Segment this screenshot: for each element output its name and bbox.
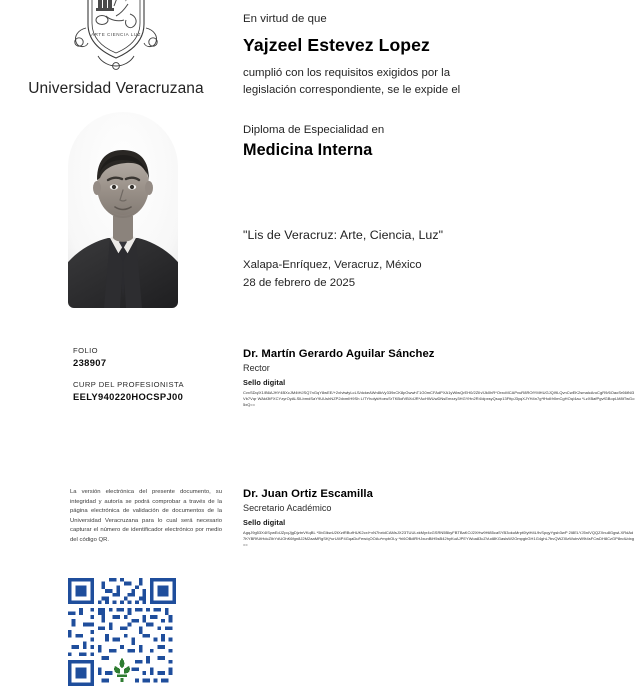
qr-code-icon[interactable]: [68, 578, 176, 686]
folio-value: 238907: [73, 357, 107, 368]
university-name: Universidad Veracruzana: [28, 80, 204, 97]
portrait-photo-image: [68, 112, 178, 308]
folio-label: FOLIO: [73, 346, 99, 355]
identifiers-block: [73, 346, 228, 402]
curp-label: CURP DEL PROFESIONISTA: [73, 380, 185, 389]
recipient-name: Yajzeel Estevez Lopez: [243, 35, 430, 55]
issue-place: Xalapa-Enríquez, Veracruz, México: [243, 259, 422, 271]
university-crest: [0, 0, 232, 74]
requirements-clause: cumplió con los requisitos exigidos por la legislación correspondiente, se le expide el: [243, 67, 461, 97]
signatory-name: Dr. Martín Gerardo Aguilar Sánchez: [243, 348, 435, 360]
signature-block-secretary: [243, 488, 640, 548]
digital-seal-hash: AgqJ9g53X4ISywEdJZpqJjgDjztnVKqBL *5bGlkwU2tXztRBufHUK2cxI+xN7hxtdCAMsJX23TUULxkMyr4cGSRN5BkyFBTBaKOJ2XHw9Hi85caSYB3okuMrpt0IytH4L9vSpqyYgsb3wP 2I8ELYJ5nIVQQZXnu8GgwLXRdAd7KYBRfUtHdcZIbYdUOhK6fgn8J2M2aaMRgSKj*urUl4P4GqaDuFew/qOOAu*mpbOLy *hi6OBdlRHJxunBiH5sB42hyKuAJPEYWoa83cZVud8KGaslsW2OmpgbGH1G4ghL7bvQWZI0zWubvW9t4sFCwDH8CzGP8ndUdxg==: [243, 530, 635, 548]
graduate-photo: [68, 112, 178, 308]
university-motto: "Lis de Veracruz: Arte, Ciencia, Luz": [243, 228, 444, 242]
left-column: [0, 0, 232, 640]
digital-seal-label: Sello digital: [243, 518, 286, 527]
issue-date: 28 de febrero de 2025: [243, 277, 356, 289]
intro-text: En virtud de que: [243, 13, 327, 25]
signature-block-rector: [243, 348, 640, 408]
degree-kind-label: Diploma de Especialidad en: [243, 124, 385, 136]
fleur-de-lis-icon: [113, 656, 132, 682]
svg-text:ARTE CIENCIA LUZ: ARTE CIENCIA LUZ: [91, 32, 141, 37]
digital-seal-hash: CvxSDq/X1/B6AJHY4BXcJM4tHJSQ7nGqY8wEE/+2xIvtwlyLcLS/dckeAWn8kVy339xCK8pGwwhT1G0mCFAdPXA1yWiwQrEH0/2ZIh/IJk0hR*OrxcMCAPvuR8ROfYMHUGJQI9LQvnCwEK2smalcAroCgR9/6OaoSr66tNi3Vb7Vqr WAkt3tFXCYzyrOyALSlLbmdSaY9UUshNZP2dxmIH9Sh LITYholykHoeuSrTKBofVBXdJR*AcHWUwDNsEmxzy3HGYHn2R4/dpxsyQsup13FttpJ3yqXJYH4n7g*fHolIfr0mCgHOq/4au *LzXBafPgvfGBopLM8tTwGo5xQ==: [243, 390, 635, 408]
signatory-role: Rector: [243, 363, 270, 373]
digital-seal-label: Sello digital: [243, 378, 286, 387]
right-column: [243, 0, 640, 640]
curp-value: EELY940220HOCSPJ00: [73, 391, 184, 402]
signatory-name: Dr. Juan Ortiz Escamilla: [243, 488, 373, 500]
degree-name: Medicina Interna: [243, 141, 373, 159]
qr-code[interactable]: [68, 578, 176, 686]
signatory-role: Secretario Académico: [243, 503, 332, 513]
validation-disclaimer: La versión electrónica del presente documento, su integridad y autoría se podrá comprobar a través de la página electrónica de validación de documentos de la Universidad Veracruzana para lo cual será necesario capturar el número de identificador electrónico por medio del código QR.: [70, 489, 222, 543]
university-crest-icon: [62, 0, 170, 74]
